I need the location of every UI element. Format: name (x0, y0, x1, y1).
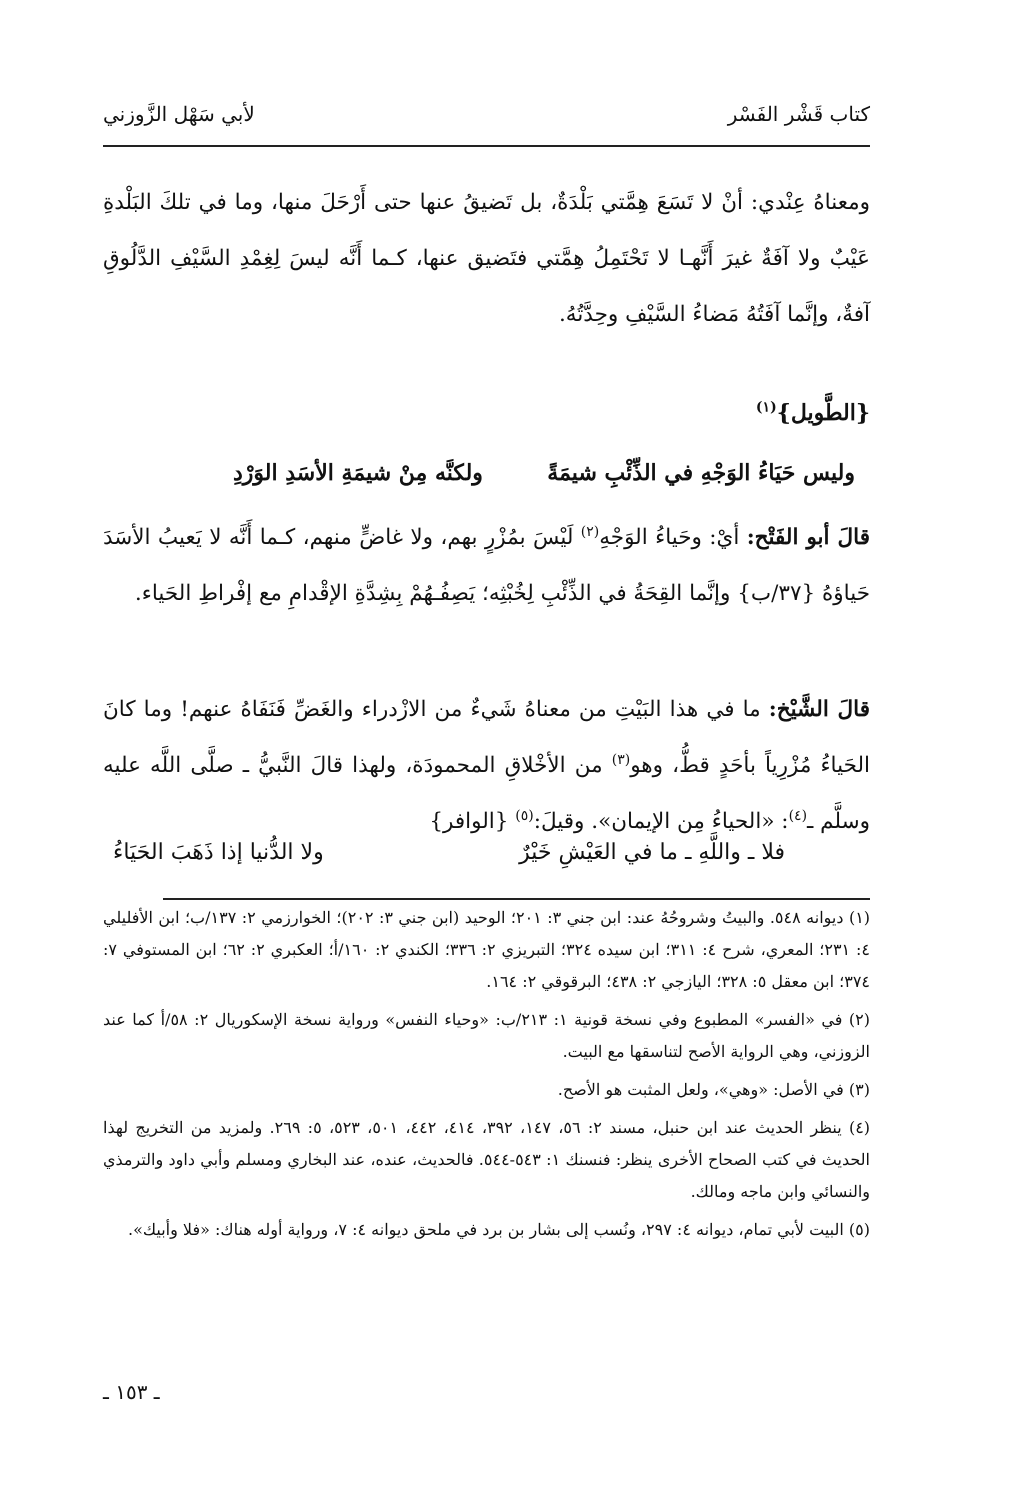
footnote-1: (١) ديوانه ٥٤٨. والبيتُ وشروحُهُ عند: ابن جني ٣: ٢٠١؛ الوحيد (ابن جني ٣: ٢٠٢)؛ الخوارزمي ٢: ١٣٧/ب؛ ابن الأفليلي ٤: ٢٣١؛ المعري، شرح ٤: ٣١١؛ ابن سيده ٣٢٤؛ التبريزي ٢: ٣٣٦؛ الكندي ٢: ١٦٠/أ؛ العكبري ٢: ٦٢؛ ابن المستوفي ٧: ٣٧٤؛ ابن معقل ٥: ٣٢٨؛ اليازجي ٢: ٤٣٨؛ البرقوقي ٢: ١٦٤. (103, 908, 871, 991)
paragraph-2-text-a: أيْ: وحَياءُ الوَجْهِ (599, 525, 747, 550)
paragraph-3-text-b: من الأخْلاقِ المحمودَة، ولهذا قالَ النَّبيُّ ـ صلَّى اللَّه عليه وسلَّم ـ (103, 753, 870, 834)
verse-1 (103, 460, 870, 500)
verse-1-second-hemistich: ولكنَّه مِنْ شيمَةِ الأسَدِ الوَرْدِ (233, 460, 483, 486)
footnote-ref-1: (١) (755, 399, 777, 416)
paragraph-1: ومعناهُ عِنْدي: أنْ لا تَسَعَ هِمَّتي بَلْدَةٌ، بل تَضيقُ عنها حتى أَرْحَلَ منها، وما في تلكَ البَلْدةِ عَيْبٌ ولا آفَةٌ غيرَ أَنَّهـا لا تَحْتَمِلُ هِمَّتي فتَضيق عنها، كـما أَنَّه ليسَ لِغِمْدِ السَّيْفِ الدَّلُوقِ آفةٌ، وإنَّما آفَتُهُ مَضاءُ السَّيْفِ وحِدَّتُهُ. (103, 190, 870, 327)
footnote-ref-4: (٤) (788, 807, 808, 824)
footnote-4: (٤) ينظر الحديث عند ابن حنبل، مسند ٢: ٥٦، ١٤٧، ٣٩٢، ٤١٤، ٤٤٢، ٥٠١، ٥٢٣، ٥: ٢٦٩. ولمزيد من التخريج لهذا الحديث في كتب الصحاح الأخرى ينظر: فنسنك ١: ٥٤٣-٥٤٤. فالحديث، عنده، عند البخاري ومسلم وأبي داود والترمذي والنسائي وابن ماجه ومالك. (103, 1118, 871, 1201)
paragraph-2-text-b: لَيْسَ بمُزْرٍ بهم، ولا غاضٍّ منهم، كـما أَنَّه لا يَعيبُ الأسَدَ حَياؤهُ {٣٧/ب} وإنَّما القِحَةُ في الذِّئْبِ لِخُبْثِه؛ يَصِفُـهُمْ بِشِدَّةِ الإقْدامِ مع إفْراطِ الحَياء. (103, 525, 870, 606)
footnote-ref-2: (٢) (580, 523, 600, 540)
footnote-5: (٥) البيت لأبي تمام، ديوانه ٤: ٢٩٧، ونُسب إلى بشار بن برد في ملحق ديوانه ٤: ٧، ورواية أوله هناك: «فلا وأبيك». (128, 1220, 870, 1239)
speaker-sheikh: قالَ الشَّيْخ: (768, 697, 870, 722)
book-title-header: كتاب قَشْر الفَسْر (727, 102, 870, 126)
footnote-ref-3: (٣) (611, 751, 631, 768)
verse-2-first-hemistich: فلا ـ واللَّهِ ـ ما في العَيْشِ خَيْرٌ (519, 840, 785, 865)
verse-2-second-hemistich: ولا الدُّنيا إذا ذَهَبَ الحَيَاءُ (113, 840, 324, 865)
running-head (103, 94, 870, 134)
verse-2 (103, 840, 870, 880)
footnotes (103, 902, 870, 1252)
footnote-3: (٣) في الأصل: «وهي»، ولعل المثبت هو الأصح. (557, 1080, 870, 1099)
paragraph-2 (103, 510, 870, 622)
paragraph-3-text-a: ما في هذا البَيْتِ من معناهُ شَيءٌ من الازْدراء والغَضِّ فَنَفَاهُ عنهم! وما كانَ الحَياءُ مُزْرِياً بأحَدٍ قطُّ، وهو (103, 697, 870, 778)
verse-1-first-hemistich: وليس حَيَاءُ الوَجْهِ في الذِّئْبِ شيمَةً (547, 460, 855, 486)
header-rule (103, 145, 870, 147)
paragraph-3-text-c: : «الحياءُ مِن الإيمان». وقيلَ: (533, 809, 789, 834)
footnote-ref-5: (٥) (515, 807, 534, 824)
meter-label (756, 400, 870, 426)
meter-name: {الطَّويل} (776, 400, 870, 426)
speaker-abu-alfath: قالَ أبو الفَتْح: (746, 525, 870, 550)
paragraph-3 (103, 682, 870, 850)
paragraph-3-text-d: {الوافر} (429, 809, 516, 834)
author-header: لأبي سَهْل الزَّوزني (103, 102, 255, 126)
footnote-rule (163, 898, 870, 900)
footnote-2: (٢) في «الفسر» المطبوع وفي نسخة قونية ١: ٢١٣/ب: «وحياء النفس» ورواية نسخة الإسكوريال ٢: ٥٨/أ كما عند الزوزني، وهي الرواية الأصح لتناسقها مع البيت. (103, 1010, 871, 1061)
page-number: ـ ١٥٣ ـ (103, 1380, 160, 1404)
